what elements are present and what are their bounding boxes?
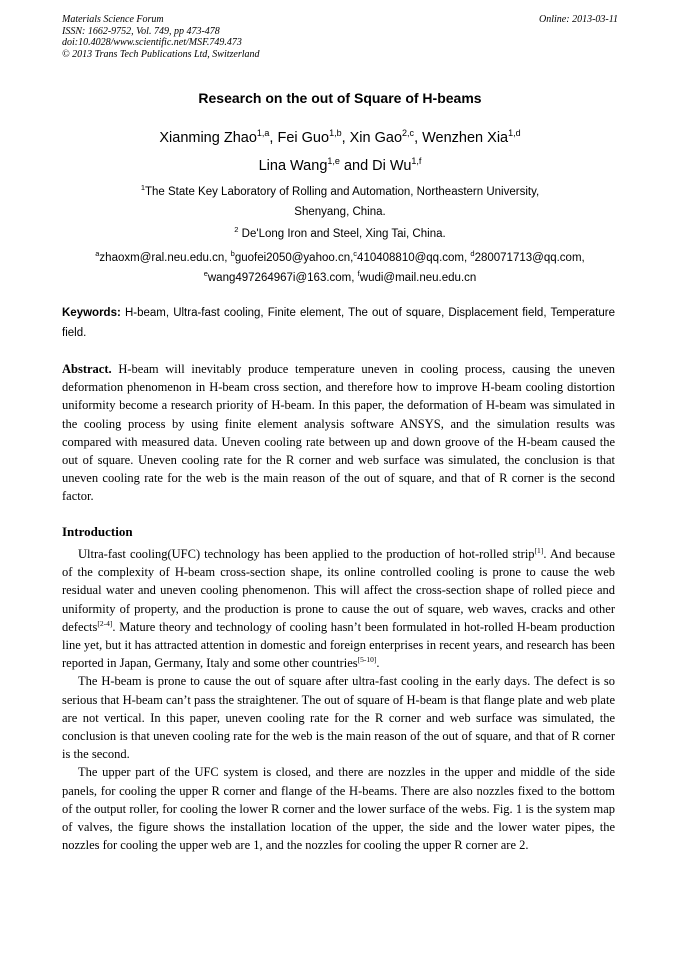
email-mark: c bbox=[353, 249, 358, 259]
paragraph-text: . bbox=[376, 656, 380, 671]
abstract-text: H-beam will inevitably produce temperature uneven in cooling process, causing the uneven deformation phenomenon in H-beam cross section, and therefore how to improve H-beam cooling distortion uniformity become a research priority of H-beam. In this paper, the deformation of H-beam was simulated in the cooling process by using finite element analysis software ANSYS, and the simulation results was compared with measured data. Uneven cooling rate between up and down groove of the H-beam caused the out of square. Uneven cooling rate for the R corner and web surface was simulated, the conclusion is that uneven cooling rate for the web is the main reason of the out of square, and that of R corner is the second factor. bbox=[62, 362, 615, 504]
email-list bbox=[62, 248, 618, 288]
email-link[interactable]: guofei2050@yahoo.cn, bbox=[234, 252, 354, 264]
email-mark: f bbox=[357, 269, 360, 279]
journal-copyright: © 2013 Trans Tech Publications Ltd, Switzerland bbox=[62, 48, 260, 60]
keywords-text: H-beam, Ultra-fast cooling, Finite element, The out of square, Displacement field, Temperature field. bbox=[62, 307, 616, 339]
abstract-label: Abstract. bbox=[62, 362, 112, 376]
email-link[interactable]: 280071713@qq.com, bbox=[474, 252, 585, 264]
author-affiliation-mark: 1,e bbox=[327, 156, 340, 167]
email-mark: a bbox=[95, 249, 100, 259]
author-name: Lina Wang bbox=[258, 158, 328, 174]
journal-name: Materials Science Forum bbox=[62, 14, 164, 25]
author-name: Fei Guo bbox=[277, 130, 330, 146]
paragraph-text: Ultra-fast cooling(UFC) technology has been applied to the production of hot-rolled strip bbox=[78, 547, 535, 561]
email-line-2 bbox=[62, 268, 618, 288]
author-affiliation-mark: 2,c bbox=[402, 128, 415, 139]
author-list bbox=[62, 124, 618, 180]
author-affiliation-mark: 1,d bbox=[508, 128, 521, 139]
email-link[interactable]: wang497264967i@163.com, bbox=[207, 272, 355, 284]
citation[interactable]: [1] bbox=[534, 545, 544, 555]
email-mark: d bbox=[470, 249, 475, 259]
email-link[interactable]: wudi@mail.neu.edu.cn bbox=[359, 272, 477, 284]
author-line-1: Xianming Zhao$^{1,a}$, Fei Guo$^{1,b}$, Xin Gao$^{2,c}$, Wenzhen Xia$^{1,d}$ bbox=[159, 128, 521, 146]
affiliation-mark: 2 bbox=[234, 225, 239, 235]
journal-issn: ISSN: 1662-9752, Vol. 749, pp 473-478 bbox=[62, 25, 220, 37]
author-name: Wenzhen Xia bbox=[422, 130, 509, 146]
author-affiliation-mark: 1,b bbox=[329, 128, 342, 139]
email-link[interactable]: zhaoxm@ral.neu.edu.cn, bbox=[99, 252, 228, 264]
email-mark: b bbox=[230, 249, 235, 259]
affiliation-text: The State Key Laboratory of Rolling and Automation, Northeastern University, bbox=[144, 186, 540, 198]
affiliation-2 bbox=[62, 224, 618, 244]
email-mark: e bbox=[203, 269, 208, 279]
paragraph: The H-beam is prone to cause the out of square after ultra-fast cooling in the early days. The defect is so serious that H-beam can’t pass the straightener. The out of square of H-beam is that flange plate and web plate are not vertical. In this paper, uneven cooling rate for the R corner and web surface was simulated, the conclusion is that uneven cooling rate for the web is the main reason of the out of square, and that of R corner is the second. bbox=[62, 674, 615, 762]
citation[interactable]: [2-4] bbox=[97, 618, 113, 628]
author-line-2 bbox=[62, 152, 618, 180]
online-date: Online: 2013-03-11 bbox=[539, 14, 618, 25]
introduction-body bbox=[62, 545, 615, 854]
affiliation-1 bbox=[62, 182, 618, 222]
journal-doi: doi:10.4028/www.scientific.net/MSF.749.473 bbox=[62, 37, 242, 48]
paragraph-text: . Mature theory and technology of cooling hasn’t been formulated in hot-rolled H-beam production line yet, but it has attracted attention in domestic and foreign enterprises in recent years, and research has been reported in Japan, Germany, Italy and some other countries bbox=[62, 619, 615, 671]
email-link[interactable]: 410408810@qq.com, bbox=[357, 252, 468, 264]
author-affiliation-mark: 1,f bbox=[411, 156, 422, 167]
journal-header bbox=[62, 14, 618, 60]
keywords-block bbox=[62, 304, 615, 343]
author-name: Xin Gao bbox=[349, 130, 403, 146]
keywords-label: Keywords: bbox=[62, 307, 121, 319]
citation[interactable]: [5-10] bbox=[357, 655, 377, 665]
section-heading: Introduction bbox=[62, 524, 133, 539]
author-name: Xianming Zhao bbox=[159, 130, 257, 146]
paragraph: The upper part of the UFC system is closed, and there are nozzles in the upper and middle of the side panels, for cooling the upper R corner and flange of the H-beams. There are also nozzles fixed to the bottom of the output roller, for cooling the lower R corner and the lower surface of the webs. Fig. 1 is the system map of valves, the figure shows the installation location of the upper, the side and the lower water pipes, the nozzles for cooling the upper web are 1, and the nozzles for cooling the upper R corner are 2. bbox=[62, 765, 615, 853]
affiliation-1-line-1 bbox=[62, 182, 618, 202]
email-line-1 bbox=[62, 248, 618, 268]
affiliation-text: De'Long Iron and Steel, Xing Tai, China. bbox=[241, 228, 446, 240]
paper-title: Research on the out of Square of H-beams bbox=[198, 90, 482, 106]
author-name: Di Wu bbox=[372, 158, 412, 174]
author-conjunction: and bbox=[343, 158, 369, 174]
author-affiliation-mark: 1,a bbox=[256, 128, 270, 139]
paragraph-text: . And because of the complexity of H-beam cross-section shape, its online controlled cooling is prone to cause the web residual water and uneven cooling phenomenon. This will affect the cross-section shape of rolled piece and uniformity of property, and the production is prone to cause the out of square, web waves, cracks and other defects bbox=[62, 547, 615, 634]
affiliation-mark: 1 bbox=[140, 183, 145, 193]
abstract-block bbox=[62, 360, 615, 506]
paragraph bbox=[62, 545, 615, 672]
affiliation-1-line-2: Shenyang, China. bbox=[294, 206, 386, 218]
